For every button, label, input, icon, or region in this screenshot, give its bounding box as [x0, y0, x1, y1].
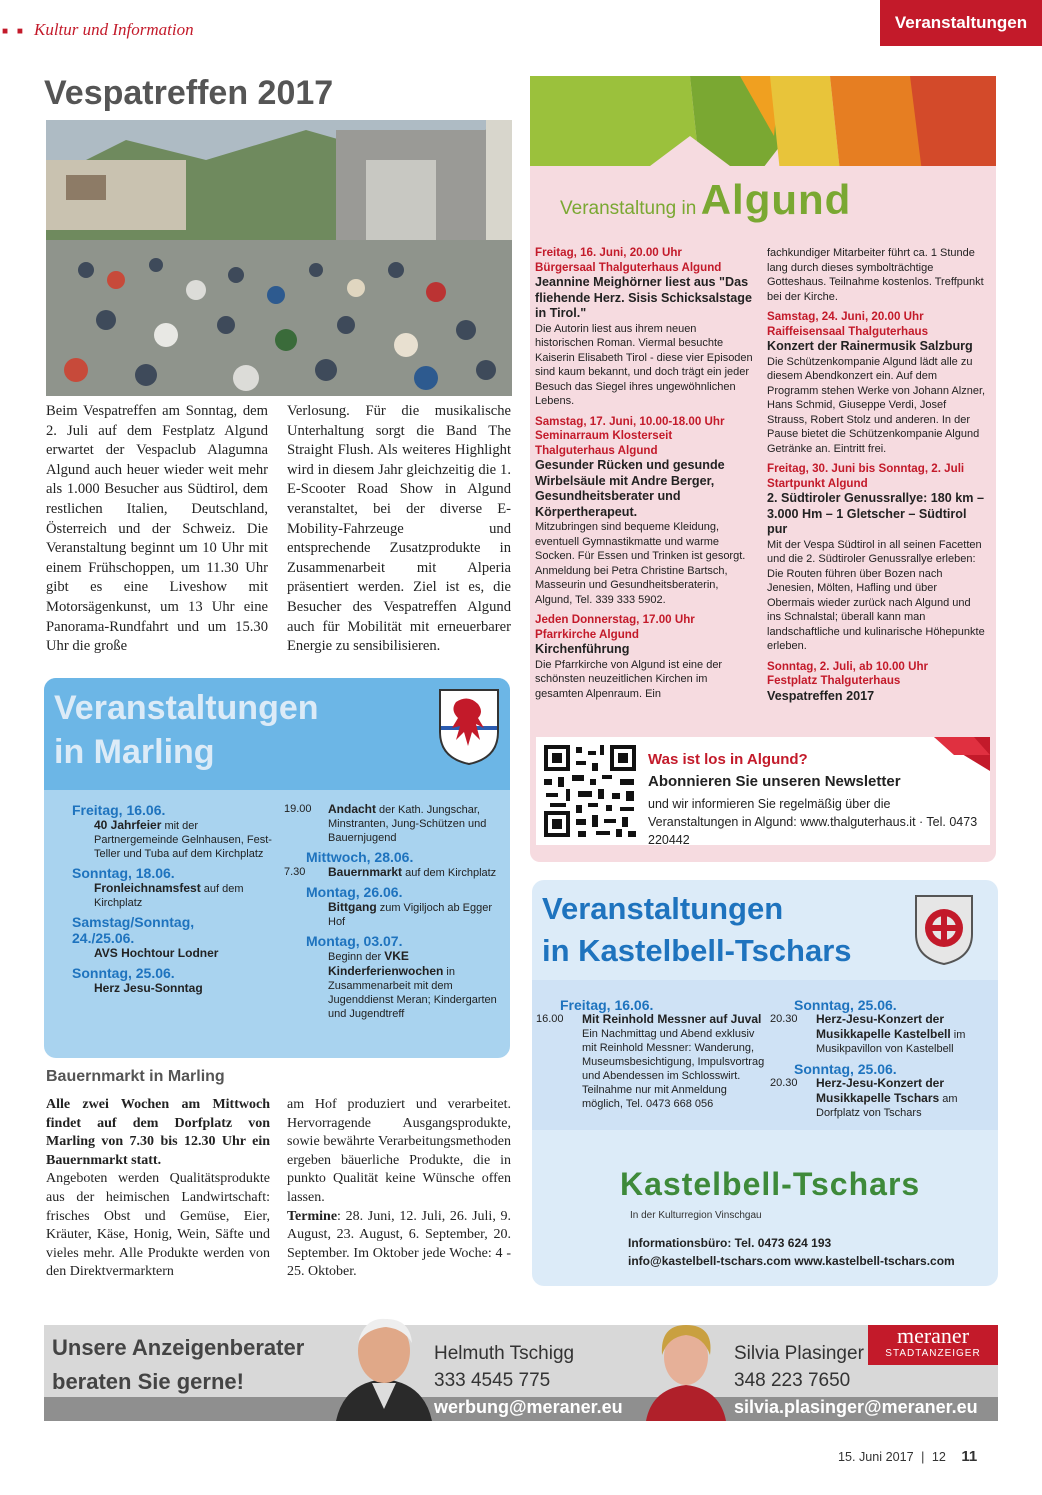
marling-coat-of-arms-icon [438, 688, 500, 766]
algund-title-big: Algund [700, 176, 852, 223]
event-detail: mit der Partnergemeinde Gelnhausen, Fest-Teller und Tuba auf dem Kirchplatz [94, 820, 272, 860]
dates-label: Termine [287, 1208, 338, 1224]
event-where: Seminarraum Klosterseit Thalguterhaus Algund [535, 429, 673, 457]
event-when: Jeden Donnerstag, 17.00 Uhr [535, 613, 695, 626]
footer-issue: 12 [931, 1450, 946, 1464]
kastelbell-logo: Kastelbell-Tschars [620, 1166, 921, 1202]
qr-code-icon [542, 743, 638, 839]
event-text [328, 865, 496, 880]
bauernmarkt-column-1 [46, 1096, 270, 1282]
page-footer [838, 1448, 977, 1465]
event-text: Die Autorin liest aus ihrem neuen historischen Roman. Viermal besuchte Kaiserin Elisabeth Tirol - diese vier Episoden sind kaum bekannt, und doch trägt ein jeder Besuch das Siegel ihres ungewöhnlichen Lebens. [535, 322, 753, 407]
algund-event-continued: fachkundiger Mitarbeiter führt ca. 1 Stunde lang durch dieses symbolträchtige Gotteshaus. Teilnahme kostenlos. Treffpunkt bei der Kirche. [767, 247, 984, 303]
dates-list: : 28. Juni, 12. Juli, 26. Juli, 9. August, 23. August, 6. September, 20. September. Im Oktober jede Woche: 4 - 25. Oktober. [287, 1208, 511, 1280]
algund-event [535, 613, 753, 701]
marling-panel [44, 678, 510, 1058]
newsletter-heading: Was ist los in Algund? [648, 751, 808, 768]
kastelbell-title-line1: Veranstaltungen [542, 891, 784, 926]
meraner-logo-text: meraner [896, 1323, 970, 1348]
event-detail: der Kath. Jungschar, Minstranten, Jung-Schützen und Bauernjugend [328, 804, 487, 844]
event-detail: auf dem Kirchplatz [94, 883, 244, 909]
page-number: 11 [961, 1448, 978, 1465]
algund-events-left [535, 246, 753, 707]
event-title: Mit Reinhold Messner auf Juval [582, 1012, 762, 1026]
event-text [72, 946, 282, 961]
bauernmarkt-text: am Hof produziert und verarbeitet. Hervorragende Ausgangsprodukte, sowie bewährte Verarbeitungsmethoden ergeben bäuerliche Produkte, die in punkto Qualität keine Wünsche offen lassen. [287, 1097, 511, 1205]
event-title: Konzert der Rainermusik Salzburg [767, 339, 973, 353]
advisor-2-name: Silvia Plasinger [734, 1343, 864, 1364]
newsletter-box[interactable] [536, 737, 990, 845]
vespa-photo-image [46, 120, 512, 396]
event-text [816, 1012, 990, 1056]
ad-banner [44, 1325, 998, 1421]
event-when: Samstag, 17. Juni, 10.00-18.00 Uhr [535, 414, 725, 428]
event-text: Die Pfarrkirche von Algund ist eine der schönsten neuzeitlichen Kirchen im gesamten Alpenraum. Ein [535, 658, 723, 700]
algund-event [767, 310, 987, 456]
event-text [328, 802, 504, 845]
kastelbell-panel [532, 880, 998, 1286]
kastelbell-title-line2: in Kastelbell-Tschars [542, 933, 852, 968]
advisor-1-email[interactable]: werbung@meraner.eu [434, 1397, 623, 1417]
event-where: Startpunkt Algund [767, 476, 868, 490]
algund-events-right [767, 246, 987, 710]
algund-title-small: Veranstaltung in [560, 198, 697, 219]
marling-title [54, 686, 319, 774]
newsletter-flag-icon [934, 737, 990, 771]
event-text [284, 949, 504, 1021]
event-title: Fronleichnamsfest [94, 881, 201, 895]
article-column-1: Beim Vespatreffen am Sonntag, dem 2. Juli auf dem Festplatz Algund erwartet der Vespaclub Alagumna Algund auch heuer wieder weit mehr als 1.000 Besucher aus Südtirol, dem restlichen Italien, Deutschland, Österreich und der Schweiz. Die Veranstaltung beginnt um 10 Uhr mit einem Frühschoppen, um 11.30 Uhr gibt es eine Liveshow mit Motorsägenkunst, um 13 Uhr eine Panorama-Rundfahrt und um 15.30 Uhr die große [46, 403, 268, 655]
marling-events-left [72, 802, 282, 996]
bauernmarkt-lead: Alle zwei Wochen am Mittwoch findet auf dem Dorfplatz von Marling von 7.30 bis 12.30 Uhr ein Bauernmarkt statt. [46, 1097, 270, 1168]
event-text: Mit der Vespa Südtirol in all seinen Facetten und die 2. Südtiroler Genussrallye erleben: Die Routen führen über Bozen nach Jenesien, Mölten, Hafling und über Obermais wieder zurück nach Algund und ins Schnalstal; überall kann man landschaftliche und kulinarische Höhepunkte erleben. [767, 538, 985, 652]
event-title: Bauernmarkt [328, 865, 403, 879]
marling-title-line1: Veranstaltungen [54, 689, 319, 727]
advisor-1-phone[interactable]: 333 4545 775 [434, 1370, 551, 1391]
event-text [72, 981, 282, 996]
advisor-2-email[interactable]: silvia.plasinger@meraner.eu [734, 1397, 978, 1417]
newsletter-subheading: Abonnieren Sie unseren Newsletter [648, 773, 901, 790]
kastelbell-info-contact[interactable]: info@kastelbell-tschars.com www.kastelbell-tschars.com [628, 1254, 955, 1268]
section-title: Kultur und Information [34, 20, 194, 39]
event-text [816, 1076, 990, 1120]
event-row [284, 802, 504, 845]
event-title: Gesunder Rücken und gesunde Wirbelsäule mit Andre Berger, Gesundheitsberater und Körpertherapeut. [535, 458, 725, 519]
event-detail: Ein Nachmittag und Abend exklusiv mit Reinhold Messner: Wanderung, Museumsbesichtigung, Impulsvortrag und Abendessen im Schlosswirt. Teilnahme nur mit Anmeldung möglich, Tel. 0473 668 056 [582, 1028, 765, 1110]
footer-date: 15. Juni 2017 [838, 1450, 914, 1464]
event-time: 20.30 [770, 1013, 798, 1025]
advisor-1-name: Helmuth Tschigg [434, 1343, 575, 1364]
event-when: Samstag, 24. Juni, 20.00 Uhr [767, 310, 924, 323]
article-title: Vespatreffen 2017 [44, 74, 334, 112]
event-date: Freitag, 16.06. [72, 802, 166, 818]
algund-event [535, 246, 753, 409]
event-row [770, 1076, 990, 1120]
event-where: Bürgersaal Thalguterhaus Algund [535, 260, 722, 274]
header-dots: ■ ■ [2, 26, 26, 37]
event-when: Sonntag, 2. Juli, ab 10.00 Uhr [767, 659, 929, 673]
algund-title [560, 176, 851, 224]
event-title: Herz Jesu-Sonntag [94, 981, 203, 995]
marling-events-right [284, 802, 504, 1021]
event-text: Die Schützenkompanie Algund lädt alle zu diesem Abendkonzert ein. Auf dem Programm stehen Werke von Johann Alzner, Hans Schmid, Giuseppe Verdi, Josef Strauss, Robert Stolz und anderen. In der Pause bietet die Schützenkompanie Algund Getränke an. Eintritt frei. [767, 355, 986, 455]
algund-event [767, 462, 987, 654]
advisor-2-photo [644, 1319, 728, 1421]
bauernmarkt-heading: Bauernmarkt in Marling [46, 1068, 225, 1085]
event-detail: zum Vigiljoch ab Egger Hof [328, 902, 493, 928]
event-detail: auf dem Kirchplatz [402, 867, 497, 879]
bauernmarkt-text: Angeboten werden Qualitätsprodukte aus der heimischen Landwirtschaft: frisches Obst und Gemüse, Eier, Kräuter, Käse, Honig, Wein, Säfte und vieles mehr. Alle Produkte werden von den Direktvermarktern [46, 1171, 270, 1280]
event-title: VKE Kinderferienwochen [328, 949, 444, 978]
event-date: Montag, 26.06. [306, 884, 403, 900]
event-title: Jeannine Meighörner liest aus "Das fliehende Herz. Sisis Schicksalstage in Tirol." [535, 275, 752, 320]
event-time: 16.00 [536, 1013, 564, 1025]
event-title: 2. Südtiroler Genussrallye: 180 km – 3.000 Hm – 1 Gletscher – Südtirol pur [767, 491, 984, 536]
event-when: Freitag, 30. Juni bis Sonntag, 2. Juli [767, 462, 965, 475]
footer-separator: | [921, 1450, 925, 1464]
event-time: 20.30 [770, 1077, 798, 1089]
advisor-1-photo [334, 1313, 434, 1421]
event-date: Sonntag, 25.06. [794, 997, 897, 1013]
event-title: Herz-Jesu-Konzert der Musikkapelle Kastelbell [816, 1012, 951, 1041]
kastelbell-info-phone: Informationsbüro: Tel. 0473 624 193 [628, 1236, 832, 1250]
event-date: Sonntag, 18.06. [72, 865, 175, 881]
event-text [72, 881, 282, 910]
event-detail: am Dorfplatz von Tschars [816, 1093, 958, 1119]
event-title: 40 Jahrfeier [94, 818, 162, 832]
event-row [284, 865, 504, 880]
event-where: Festplatz Thalguterhaus [767, 674, 901, 687]
meraner-logo [868, 1325, 998, 1365]
algund-event [767, 660, 987, 705]
article-column-2: Verlosung. Für die musikalische Unterhaltung sorgt die Band The Straight Flush. Als weiteres Highlight wird in diesem Jahr gleichzeitig die 1. E-Scooter Road Show in Algund veranstaltet, bei der diverse E-Mobility-Fahrzeuge und entsprechende Zusatzprodukte in Zusammenarbeit mit Alperia präsentiert werden. Ziel ist es, die Besucher des Vespatreffen Algund auch für Mobilität mit erneuerbarer Energie zu sensibilisieren. [287, 403, 511, 655]
event-where: Raiffeisensaal Thalguterhaus [767, 324, 929, 338]
event-date: Freitag, 16.06. [560, 997, 654, 1013]
event-row [536, 1012, 766, 1111]
event-when: Freitag, 16. Juni, 20.00 Uhr [535, 246, 682, 259]
event-title: AVS Hochtour Lodner [94, 946, 219, 960]
event-date: Samstag/Sonntag, 24./25.06. [72, 914, 195, 946]
event-time: 19.00 [284, 803, 312, 815]
newsletter-text[interactable]: und wir informieren Sie regelmäßig über die Veranstaltungen in Algund: www.thalguterhaus.it · Tel. 0473 220442 [648, 797, 978, 847]
event-pre: Beginn der [328, 951, 385, 963]
event-date: Sonntag, 25.06. [794, 1061, 897, 1077]
event-date: Sonntag, 25.06. [72, 965, 175, 981]
meraner-logo-sub: STADTANZEIGER [885, 1348, 981, 1359]
event-row [770, 1012, 990, 1056]
kastelbell-events-right [770, 998, 990, 1120]
event-text [284, 900, 504, 929]
vespa-photo [46, 120, 512, 396]
section-tag: Veranstaltungen [880, 0, 1042, 46]
event-title: Bittgang [328, 900, 377, 914]
bauernmarkt-column-2 [287, 1096, 511, 1282]
kastelbell-events-left [536, 998, 766, 1111]
kastelbell-title [542, 888, 852, 972]
event-date: Montag, 03.07. [306, 933, 403, 949]
ad-heading-line1: Unsere Anzeigenberater [52, 1335, 305, 1360]
kastelbell-coat-of-arms-icon [914, 894, 974, 966]
event-title: Kirchenführung [535, 642, 630, 656]
event-title: Andacht [328, 802, 376, 816]
advisor-2-phone[interactable]: 348 223 7650 [734, 1370, 851, 1391]
kastelbell-region: In der Kulturregion Vinschgau [630, 1210, 762, 1221]
ad-heading-line2: beraten Sie gerne! [52, 1369, 244, 1394]
event-time: 7.30 [284, 866, 306, 878]
event-text: Mitzubringen sind bequeme Kleidung, eventuell Gymnastikmatte und warme Socken. Für Essen und Trinken ist gesorgt. Anmeldung bei Petra Christine Bartsch, Masseurin und Gesundheitsberaterin, Algund, Tel. 339 333 5902. [535, 521, 746, 606]
event-text [582, 1012, 766, 1111]
event-detail: in Zusammenarbeit mit dem Jugenddienst Meran; Kindergarten und Jugendtreff [328, 966, 497, 1020]
algund-event [535, 415, 753, 608]
marling-title-line2: in Marling [54, 733, 215, 771]
event-title: Herz-Jesu-Konzert der Musikkapelle Tschars [816, 1076, 945, 1105]
event-detail: im Musikpavillon von Kastelbell [816, 1029, 966, 1055]
algund-banner-graphic [530, 76, 996, 172]
event-text [72, 818, 282, 861]
event-date: Mittwoch, 28.06. [306, 849, 414, 865]
ad-heading [52, 1331, 304, 1399]
bauernmarkt-dates [287, 1208, 511, 1282]
event-where: Pfarrkirche Algund [535, 627, 639, 641]
event-title: Vespatreffen 2017 [767, 688, 875, 703]
